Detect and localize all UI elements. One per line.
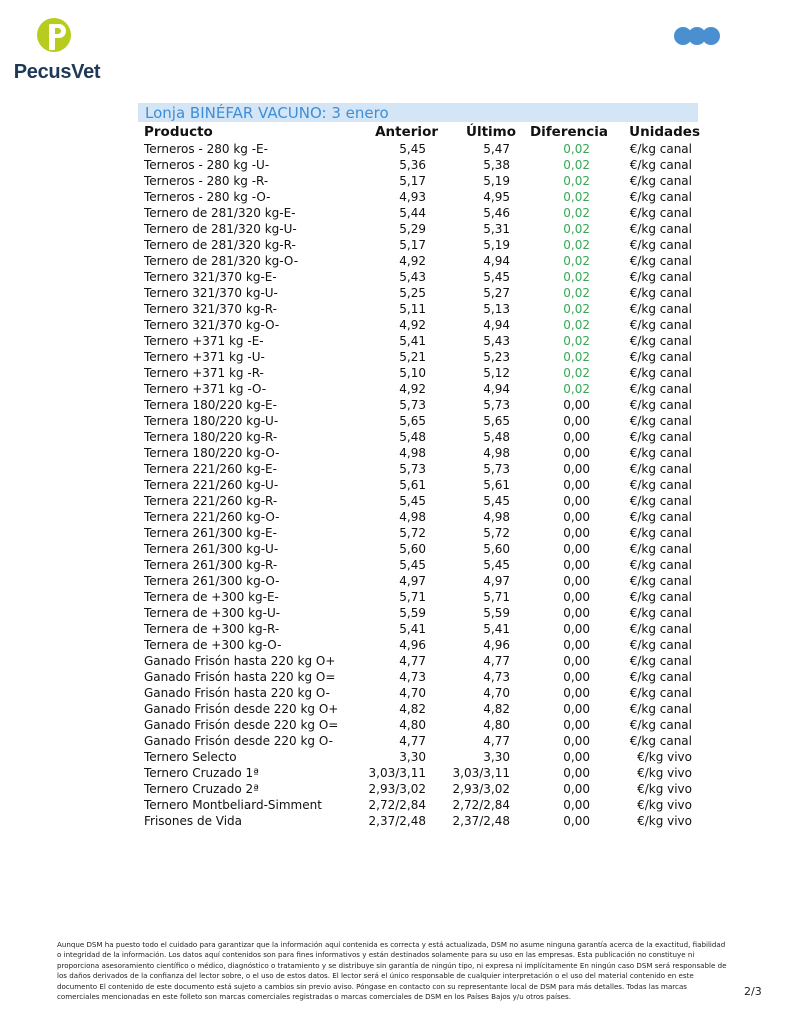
cell-anterior: 4,92	[399, 254, 426, 268]
table-row	[140, 765, 700, 781]
cell-ultimo: 5,59	[483, 606, 510, 620]
pecusvet-logo	[12, 17, 102, 87]
table-row	[140, 477, 700, 493]
cell-producto: Ternero de 281/320 kg-U-	[144, 222, 297, 236]
cell-anterior: 5,60	[399, 542, 426, 556]
cell-unidades: €/kg vivo	[637, 782, 692, 796]
cell-unidades: €/kg canal	[629, 542, 692, 556]
cell-diferencia: 0,00	[563, 478, 590, 492]
cell-ultimo: 4,94	[483, 254, 510, 268]
cell-producto: Ternera 221/260 kg-O-	[144, 510, 280, 524]
cell-producto: Ternera 180/220 kg-E-	[144, 398, 277, 412]
cell-ultimo: 2,72/2,84	[452, 798, 510, 812]
cell-anterior: 5,44	[399, 206, 426, 220]
table-row	[140, 429, 700, 445]
cell-diferencia: 0,00	[563, 398, 590, 412]
cell-producto: Ternera 261/300 kg-O-	[144, 574, 280, 588]
cell-diferencia: 0,02	[563, 286, 590, 300]
cell-ultimo: 4,97	[483, 574, 510, 588]
cell-anterior: 2,93/3,02	[368, 782, 426, 796]
cell-unidades: €/kg canal	[629, 286, 692, 300]
cell-anterior: 3,03/3,11	[368, 766, 426, 780]
table-row	[140, 685, 700, 701]
table-row	[140, 301, 700, 317]
pecusvet-p-icon	[36, 17, 80, 57]
table-row	[140, 557, 700, 573]
cell-ultimo: 4,77	[483, 654, 510, 668]
cell-anterior: 4,82	[399, 702, 426, 716]
cell-producto: Ternero Selecto	[144, 750, 237, 764]
table-row	[140, 797, 700, 813]
cell-producto: Ternero de 281/320 kg-R-	[144, 238, 296, 252]
cell-ultimo: 5,19	[483, 238, 510, 252]
table-row	[140, 285, 700, 301]
cell-anterior: 5,21	[399, 350, 426, 364]
table-row	[140, 621, 700, 637]
cell-diferencia: 0,00	[563, 670, 590, 684]
cell-unidades: €/kg canal	[629, 734, 692, 748]
cell-diferencia: 0,00	[563, 446, 590, 460]
cell-producto: Ternera 180/220 kg-O-	[144, 446, 280, 460]
cell-anterior: 5,29	[399, 222, 426, 236]
cell-anterior: 5,65	[399, 414, 426, 428]
table-row	[140, 173, 700, 189]
cell-unidades: €/kg canal	[629, 494, 692, 508]
cell-diferencia: 0,02	[563, 270, 590, 284]
cell-anterior: 5,72	[399, 526, 426, 540]
cell-anterior: 5,11	[399, 302, 426, 316]
cell-diferencia: 0,02	[563, 318, 590, 332]
cell-diferencia: 0,02	[563, 254, 590, 268]
cell-unidades: €/kg canal	[629, 478, 692, 492]
cell-producto: Terneros - 280 kg -O-	[144, 190, 271, 204]
table-header-row	[140, 123, 700, 141]
cell-producto: Ternera 221/260 kg-U-	[144, 478, 279, 492]
table-row	[140, 269, 700, 285]
table-row	[140, 189, 700, 205]
cell-ultimo: 5,43	[483, 334, 510, 348]
table-row	[140, 781, 700, 797]
table-row	[140, 509, 700, 525]
cell-unidades: €/kg canal	[629, 638, 692, 652]
disclaimer-text: Aunque DSM ha puesto todo el cuidado para garantizar que la información aquí contenida es correcta y está actualizada, DSM no asume ninguna garantía acerca de la exactitud, fiabilidad o integridad de la información. Los datos aquí contenidos son para fines informativos y están destinados solamente para su uso en las empresas. Esta publicación no constituye ni proporciona asesoramiento científico o médico, diagnóstico o tratamiento y se distribuye sin garantía de ningún tipo, ni expresa ni implícitamente En ningún caso DSM será responsable de los daños derivados de la confianza del lector sobre, o el uso de estos datos. El lector será el único responsable de cualquier interpretación o el uso del material contenido en este documento El contenido de este documento está sujeto a cambios sin previo aviso. Póngase en contacto con su representante local de DSM para más detalles. Todas las marcas comerciales mencionadas en este folleto son marcas comerciales registradas o marcas comerciales de DSM en los Países Bajos y/u otros países.	[57, 940, 727, 1002]
table-row	[140, 365, 700, 381]
cell-unidades: €/kg canal	[629, 190, 692, 204]
table-row	[140, 333, 700, 349]
cell-producto: Ternero 321/370 kg-O-	[144, 318, 280, 332]
cell-producto: Ternera 180/220 kg-U-	[144, 414, 279, 428]
cell-ultimo: 5,48	[483, 430, 510, 444]
cell-producto: Ternero +371 kg -O-	[144, 382, 267, 396]
cell-unidades: €/kg canal	[629, 302, 692, 316]
cell-unidades: €/kg canal	[629, 382, 692, 396]
cell-unidades: €/kg canal	[629, 318, 692, 332]
table-row	[140, 813, 700, 829]
cell-diferencia: 0,00	[563, 734, 590, 748]
table-row	[140, 733, 700, 749]
cell-producto: Ganado Frisón hasta 220 kg O=	[144, 670, 336, 684]
column-header-unidades: Unidades	[629, 124, 700, 140]
table-row	[140, 717, 700, 733]
cell-ultimo: 4,94	[483, 382, 510, 396]
cell-unidades: €/kg canal	[629, 398, 692, 412]
cell-unidades: €/kg canal	[629, 702, 692, 716]
cell-ultimo: 5,45	[483, 494, 510, 508]
cell-diferencia: 0,00	[563, 718, 590, 732]
cell-anterior: 5,71	[399, 590, 426, 604]
cell-producto: Ternera 261/300 kg-R-	[144, 558, 278, 572]
cell-ultimo: 5,45	[483, 270, 510, 284]
cell-anterior: 5,10	[399, 366, 426, 380]
cell-diferencia: 0,02	[563, 158, 590, 172]
cell-unidades: €/kg canal	[629, 350, 692, 364]
cell-unidades: €/kg canal	[629, 430, 692, 444]
cell-producto: Ternero Montbeliard-Simment	[144, 798, 322, 812]
price-table	[140, 123, 700, 829]
cell-diferencia: 0,00	[563, 782, 590, 796]
cell-anterior: 5,43	[399, 270, 426, 284]
cell-diferencia: 0,00	[563, 590, 590, 604]
cell-anterior: 2,72/2,84	[368, 798, 426, 812]
cell-anterior: 4,96	[399, 638, 426, 652]
cell-diferencia: 0,00	[563, 798, 590, 812]
cell-producto: Ternero +371 kg -E-	[144, 334, 264, 348]
cell-anterior: 3,30	[399, 750, 426, 764]
column-header-ultimo: Último	[465, 124, 516, 140]
cell-unidades: €/kg canal	[629, 238, 692, 252]
cell-anterior: 5,36	[399, 158, 426, 172]
cell-producto: Ternero 321/370 kg-U-	[144, 286, 278, 300]
cell-unidades: €/kg canal	[629, 206, 692, 220]
cell-ultimo: 5,60	[483, 542, 510, 556]
cell-anterior: 4,98	[399, 510, 426, 524]
cell-ultimo: 3,30	[483, 750, 510, 764]
table-row	[140, 701, 700, 717]
cell-ultimo: 2,37/2,48	[452, 814, 510, 828]
cell-diferencia: 0,02	[563, 302, 590, 316]
cell-anterior: 5,48	[399, 430, 426, 444]
cell-diferencia: 0,02	[563, 382, 590, 396]
table-row	[140, 253, 700, 269]
cell-ultimo: 4,98	[483, 446, 510, 460]
cell-ultimo: 4,95	[483, 190, 510, 204]
cell-producto: Ternera 221/260 kg-R-	[144, 494, 278, 508]
column-header-diferencia: Diferencia	[529, 124, 608, 140]
cell-diferencia: 0,00	[563, 494, 590, 508]
cell-diferencia: 0,00	[563, 766, 590, 780]
cell-diferencia: 0,00	[563, 622, 590, 636]
cell-producto: Terneros - 280 kg -U-	[144, 158, 270, 172]
cell-unidades: €/kg canal	[629, 254, 692, 268]
cell-producto: Ternera de +300 kg-R-	[144, 622, 280, 636]
cell-anterior: 4,77	[399, 734, 426, 748]
cell-ultimo: 4,94	[483, 318, 510, 332]
cell-unidades: €/kg canal	[629, 558, 692, 572]
table-row	[140, 221, 700, 237]
cell-unidades: €/kg canal	[629, 718, 692, 732]
cell-anterior: 4,92	[399, 382, 426, 396]
cell-unidades: €/kg canal	[629, 510, 692, 524]
cell-diferencia: 0,02	[563, 350, 590, 364]
cell-ultimo: 5,61	[483, 478, 510, 492]
table-row	[140, 749, 700, 765]
table-row	[140, 573, 700, 589]
cell-diferencia: 0,02	[563, 222, 590, 236]
cell-diferencia: 0,00	[563, 414, 590, 428]
cell-anterior: 4,97	[399, 574, 426, 588]
cell-unidades: €/kg canal	[629, 622, 692, 636]
cell-producto: Ternera de +300 kg-E-	[144, 590, 279, 604]
table-row	[140, 397, 700, 413]
cell-anterior: 5,73	[399, 462, 426, 476]
cell-producto: Terneros - 280 kg -R-	[144, 174, 269, 188]
table-row	[140, 541, 700, 557]
cell-ultimo: 4,80	[483, 718, 510, 732]
cell-ultimo: 5,19	[483, 174, 510, 188]
cell-producto: Ganado Frisón desde 220 kg O-	[144, 734, 333, 748]
cell-producto: Ganado Frisón hasta 220 kg O+	[144, 654, 336, 668]
cell-anterior: 5,41	[399, 334, 426, 348]
cell-anterior: 5,45	[399, 558, 426, 572]
table-row	[140, 205, 700, 221]
report-title-bar	[138, 103, 698, 122]
cell-anterior: 5,17	[399, 238, 426, 252]
cell-producto: Ternero 321/370 kg-R-	[144, 302, 277, 316]
table-row	[140, 493, 700, 509]
cell-diferencia: 0,02	[563, 206, 590, 220]
cell-diferencia: 0,00	[563, 526, 590, 540]
cell-unidades: €/kg vivo	[637, 766, 692, 780]
cell-unidades: €/kg vivo	[637, 750, 692, 764]
cell-anterior: 5,61	[399, 478, 426, 492]
cell-ultimo: 4,70	[483, 686, 510, 700]
cell-producto: Ternera 261/300 kg-E-	[144, 526, 277, 540]
cell-ultimo: 5,47	[483, 142, 510, 156]
cell-anterior: 5,73	[399, 398, 426, 412]
cell-ultimo: 5,38	[483, 158, 510, 172]
cell-unidades: €/kg canal	[629, 158, 692, 172]
cell-anterior: 2,37/2,48	[368, 814, 426, 828]
cell-diferencia: 0,00	[563, 814, 590, 828]
cell-diferencia: 0,00	[563, 750, 590, 764]
cell-producto: Ternero Cruzado 2ª	[144, 782, 259, 796]
cell-anterior: 4,77	[399, 654, 426, 668]
cell-unidades: €/kg canal	[629, 446, 692, 460]
cell-diferencia: 0,00	[563, 702, 590, 716]
cell-producto: Ganado Frisón desde 220 kg O=	[144, 718, 339, 732]
table-row	[140, 141, 700, 157]
cell-ultimo: 2,93/3,02	[452, 782, 510, 796]
cell-producto: Frisones de Vida	[144, 814, 243, 828]
table-row	[140, 349, 700, 365]
cell-anterior: 4,93	[399, 190, 426, 204]
table-row	[140, 637, 700, 653]
table-row	[140, 413, 700, 429]
cell-producto: Ternero de 281/320 kg-E-	[144, 206, 296, 220]
cell-diferencia: 0,00	[563, 574, 590, 588]
cell-anterior: 4,92	[399, 318, 426, 332]
cell-ultimo: 4,96	[483, 638, 510, 652]
cell-producto: Ternera 180/220 kg-R-	[144, 430, 278, 444]
report-title: Lonja BINÉFAR VACUNO: 3 enero	[145, 104, 389, 122]
cell-unidades: €/kg canal	[629, 414, 692, 428]
cell-ultimo: 4,82	[483, 702, 510, 716]
cell-diferencia: 0,00	[563, 606, 590, 620]
cell-anterior: 5,41	[399, 622, 426, 636]
cell-diferencia: 0,00	[563, 654, 590, 668]
cell-anterior: 4,73	[399, 670, 426, 684]
table-row	[140, 237, 700, 253]
cell-producto: Ternero +371 kg -U-	[144, 350, 265, 364]
brand-name: PecusVet	[13, 61, 101, 83]
cell-unidades: €/kg canal	[629, 174, 692, 188]
page-number: 2/3	[744, 985, 762, 998]
table-row	[140, 589, 700, 605]
cell-ultimo: 3,03/3,11	[452, 766, 510, 780]
cell-diferencia: 0,02	[563, 190, 590, 204]
cell-producto: Ternero Cruzado 1ª	[144, 766, 259, 780]
cell-producto: Ternera de +300 kg-U-	[144, 606, 281, 620]
cell-diferencia: 0,02	[563, 366, 590, 380]
cell-unidades: €/kg canal	[629, 462, 692, 476]
cell-diferencia: 0,02	[563, 174, 590, 188]
table-body	[140, 141, 700, 829]
table-row	[140, 157, 700, 173]
cell-producto: Ternero de 281/320 kg-O-	[144, 254, 299, 268]
cell-unidades: €/kg canal	[629, 606, 692, 620]
cell-unidades: €/kg vivo	[637, 814, 692, 828]
cell-ultimo: 5,23	[483, 350, 510, 364]
cell-unidades: €/kg vivo	[637, 798, 692, 812]
table-row	[140, 653, 700, 669]
cell-diferencia: 0,00	[563, 686, 590, 700]
cell-unidades: €/kg canal	[629, 270, 692, 284]
cell-anterior: 5,45	[399, 494, 426, 508]
cell-unidades: €/kg canal	[629, 654, 692, 668]
column-header-producto: Producto	[144, 124, 213, 140]
cell-ultimo: 4,73	[483, 670, 510, 684]
cell-ultimo: 5,12	[483, 366, 510, 380]
cell-unidades: €/kg canal	[629, 590, 692, 604]
cell-producto: Ternero 321/370 kg-E-	[144, 270, 277, 284]
table-row	[140, 445, 700, 461]
cell-ultimo: 5,31	[483, 222, 510, 236]
cell-ultimo: 5,65	[483, 414, 510, 428]
cell-anterior: 5,25	[399, 286, 426, 300]
cell-diferencia: 0,00	[563, 462, 590, 476]
cell-unidades: €/kg canal	[629, 334, 692, 348]
cell-ultimo: 5,72	[483, 526, 510, 540]
cell-unidades: €/kg canal	[629, 366, 692, 380]
cell-ultimo: 5,13	[483, 302, 510, 316]
cell-unidades: €/kg canal	[629, 686, 692, 700]
column-header-anterior: Anterior	[375, 124, 438, 140]
cell-ultimo: 5,41	[483, 622, 510, 636]
table-row	[140, 317, 700, 333]
cell-anterior: 5,45	[399, 142, 426, 156]
cell-ultimo: 5,73	[483, 398, 510, 412]
cell-anterior: 4,98	[399, 446, 426, 460]
cell-ultimo: 5,45	[483, 558, 510, 572]
cell-diferencia: 0,02	[563, 142, 590, 156]
cell-diferencia: 0,00	[563, 638, 590, 652]
cell-ultimo: 4,98	[483, 510, 510, 524]
table-row	[140, 461, 700, 477]
cell-diferencia: 0,00	[563, 510, 590, 524]
cell-unidades: €/kg canal	[629, 222, 692, 236]
cell-producto: Ganado Frisón hasta 220 kg O-	[144, 686, 330, 700]
cell-producto: Terneros - 280 kg -E-	[144, 142, 268, 156]
cell-anterior: 4,80	[399, 718, 426, 732]
cell-unidades: €/kg canal	[629, 526, 692, 540]
table-row	[140, 381, 700, 397]
cell-unidades: €/kg canal	[629, 670, 692, 684]
cell-ultimo: 5,71	[483, 590, 510, 604]
cell-anterior: 5,59	[399, 606, 426, 620]
cell-anterior: 4,70	[399, 686, 426, 700]
cell-producto: Ternera 221/260 kg-E-	[144, 462, 277, 476]
cell-ultimo: 5,46	[483, 206, 510, 220]
cell-diferencia: 0,00	[563, 558, 590, 572]
table-row	[140, 525, 700, 541]
cell-unidades: €/kg canal	[629, 142, 692, 156]
table-row	[140, 605, 700, 621]
cell-ultimo: 5,73	[483, 462, 510, 476]
cell-diferencia: 0,02	[563, 238, 590, 252]
cell-producto: Ganado Frisón desde 220 kg O+	[144, 702, 339, 716]
cell-diferencia: 0,02	[563, 334, 590, 348]
cell-diferencia: 0,00	[563, 430, 590, 444]
dsm-dots-icon	[674, 27, 720, 45]
cell-ultimo: 4,77	[483, 734, 510, 748]
cell-anterior: 5,17	[399, 174, 426, 188]
cell-ultimo: 5,27	[483, 286, 510, 300]
cell-producto: Ternera de +300 kg-O-	[144, 638, 282, 652]
cell-producto: Ternera 261/300 kg-U-	[144, 542, 279, 556]
table-row	[140, 669, 700, 685]
cell-diferencia: 0,00	[563, 542, 590, 556]
cell-producto: Ternero +371 kg -R-	[144, 366, 264, 380]
cell-unidades: €/kg canal	[629, 574, 692, 588]
